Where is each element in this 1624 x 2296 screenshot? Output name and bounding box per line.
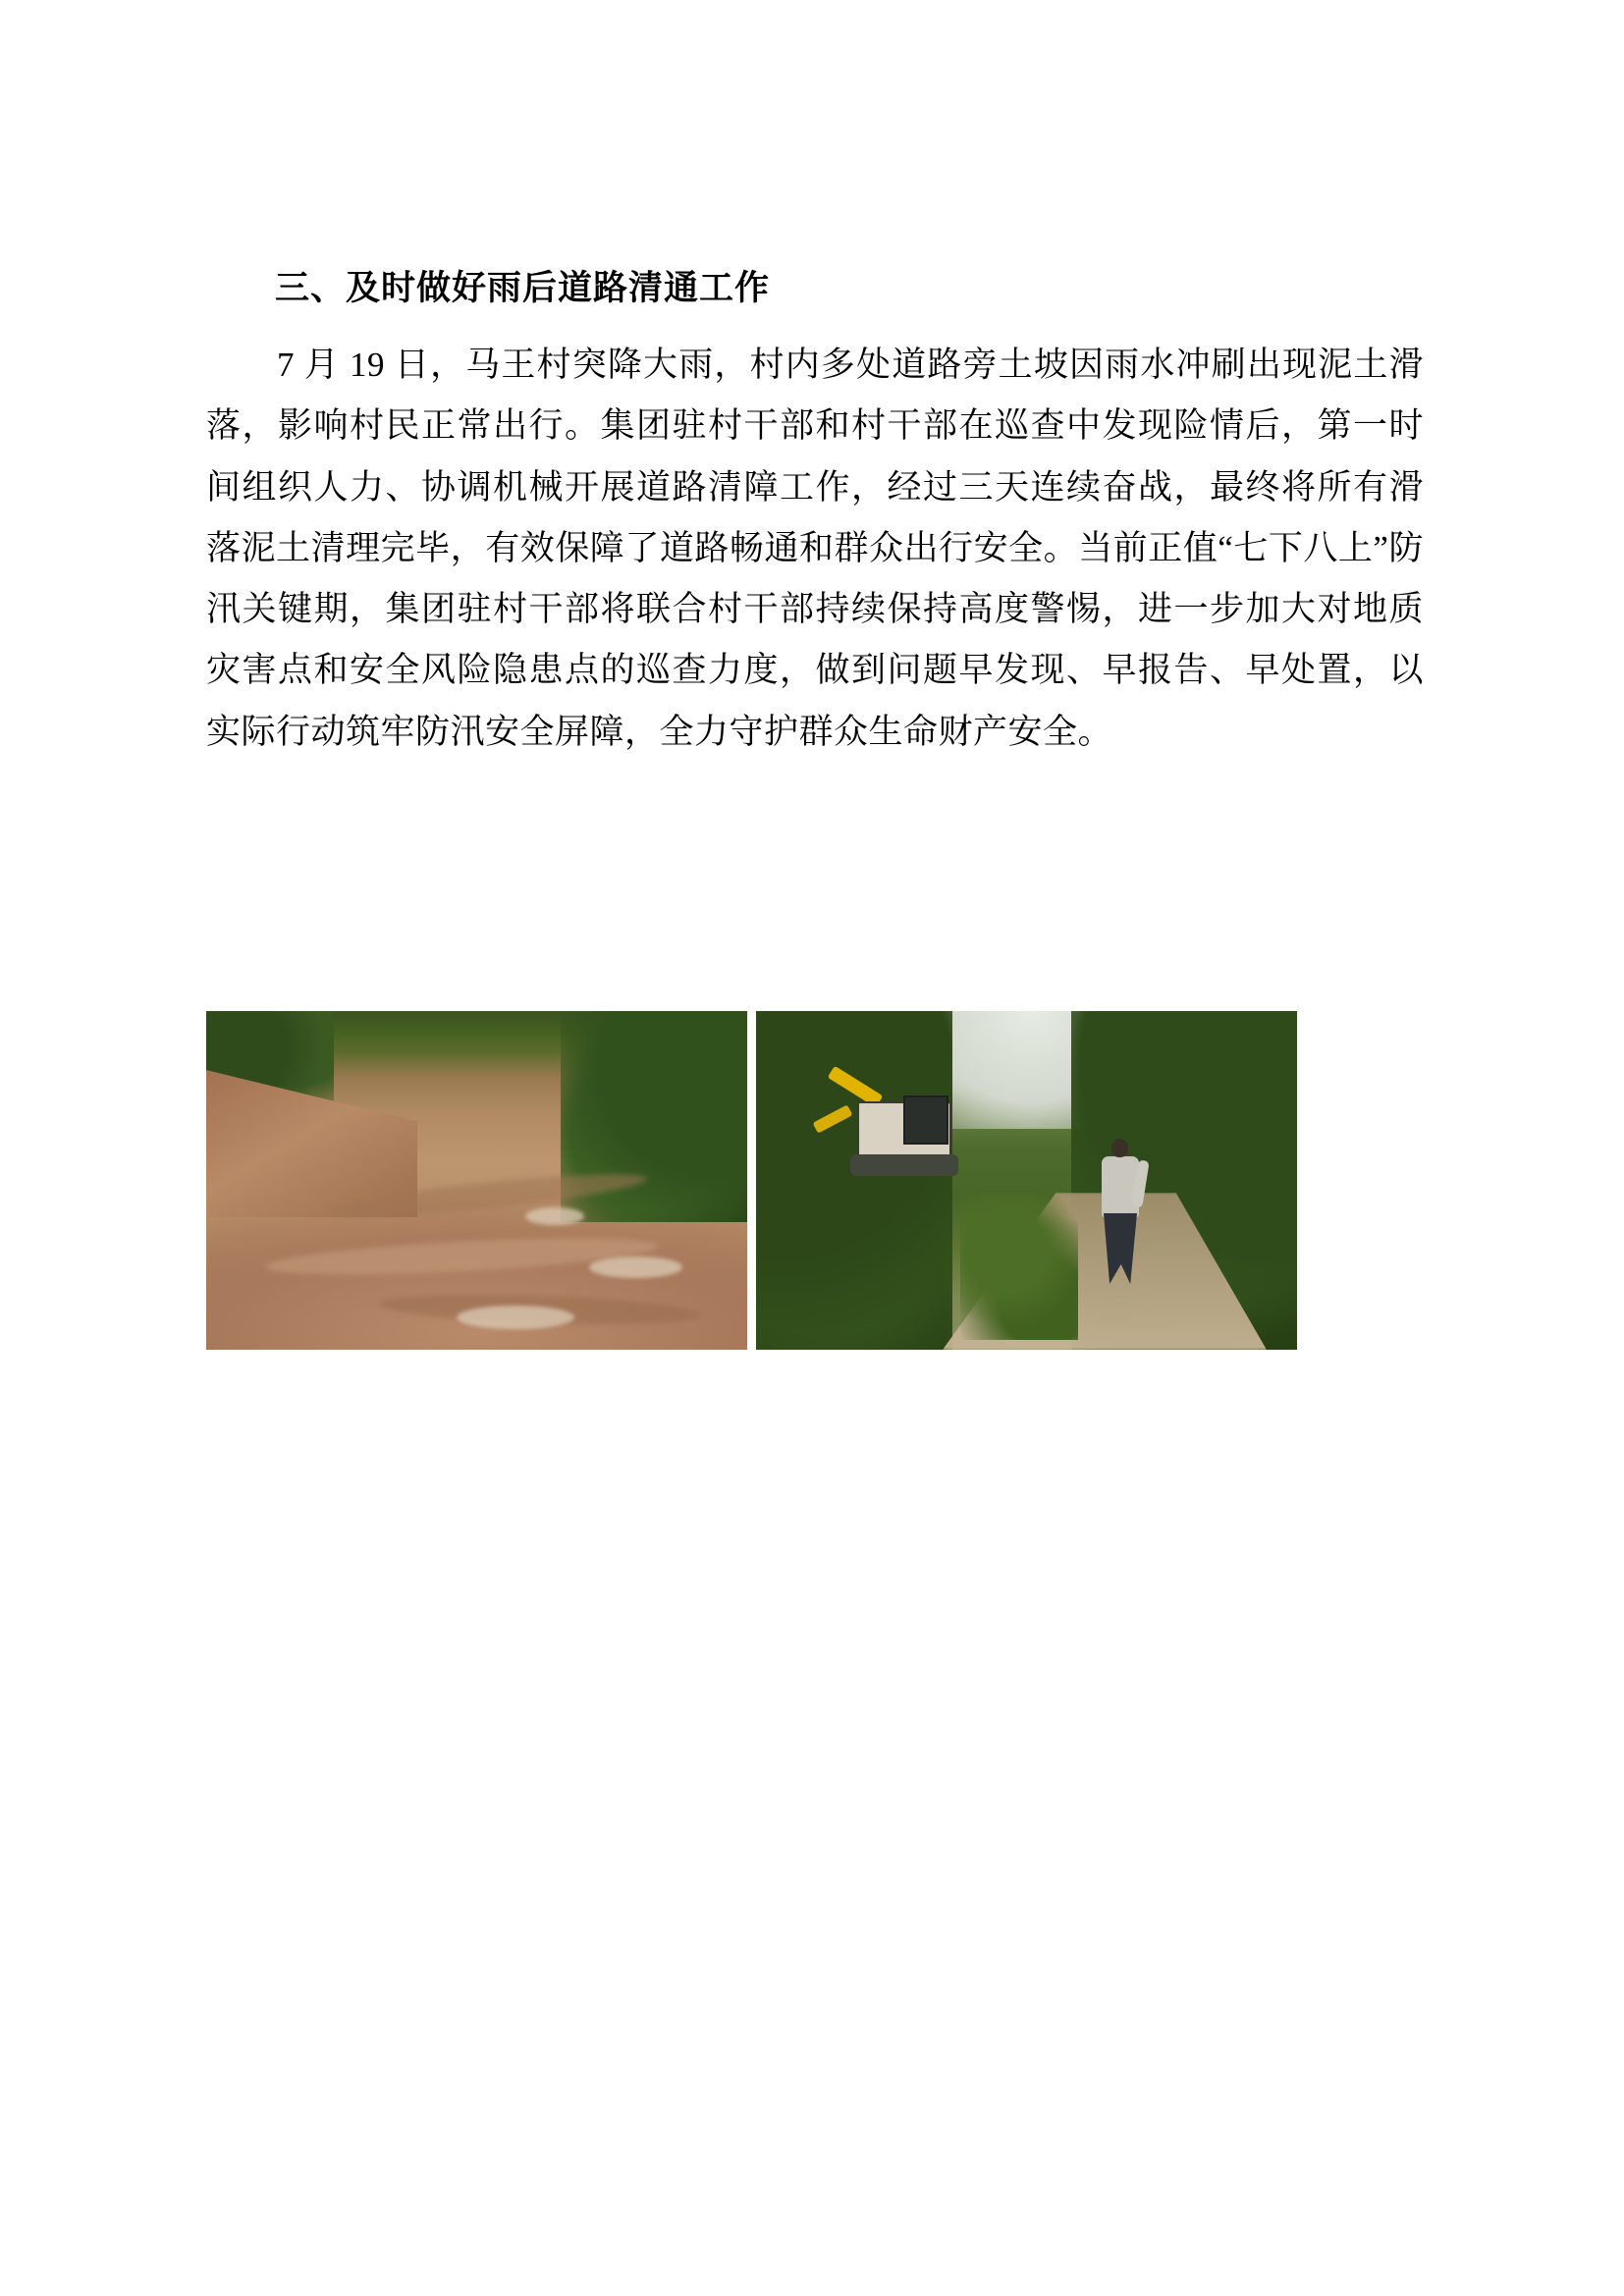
foliage-left [756,1011,952,1350]
section-heading: 三、及时做好雨后道路清通工作 [275,269,771,308]
excavator-cab [903,1095,948,1145]
excavator-track [850,1154,958,1176]
section-paragraph: 7 月 19 日，马王村突降大雨，村内多处道路旁土坡因雨水冲刷出现泥土滑落，影响村民正常出行。集团驻村干部和村干部在巡查中发现险情后，第一时间组织人力、协调机械开展道路清障工作，经过三天连续奋战，最终将所有滑落泥土清理完毕，有效保障了道路畅通和群众出行安全。当前正值“七下八上”防汛关键期，集团驻村干部将联合村干部持续保持高度警惕，进一步加大对地质灾害点和安全风险隐患点的巡查力度，做到问题早发现、早报告、早处置，以实际行动筑牢防汛安全屏障，全力守护群众生命财产安全。 [206,346,1424,751]
muddy-road-photo [206,1011,747,1350]
puddle [457,1306,574,1329]
roadside-shrub [960,1193,1078,1340]
person-head [1111,1139,1128,1157]
photo-gallery [206,1011,1297,1350]
puddle [525,1207,584,1225]
excavator-clearing-photo [756,1011,1297,1350]
person-torso [1102,1156,1139,1217]
document-body [206,265,1424,763]
puddle [589,1256,682,1278]
